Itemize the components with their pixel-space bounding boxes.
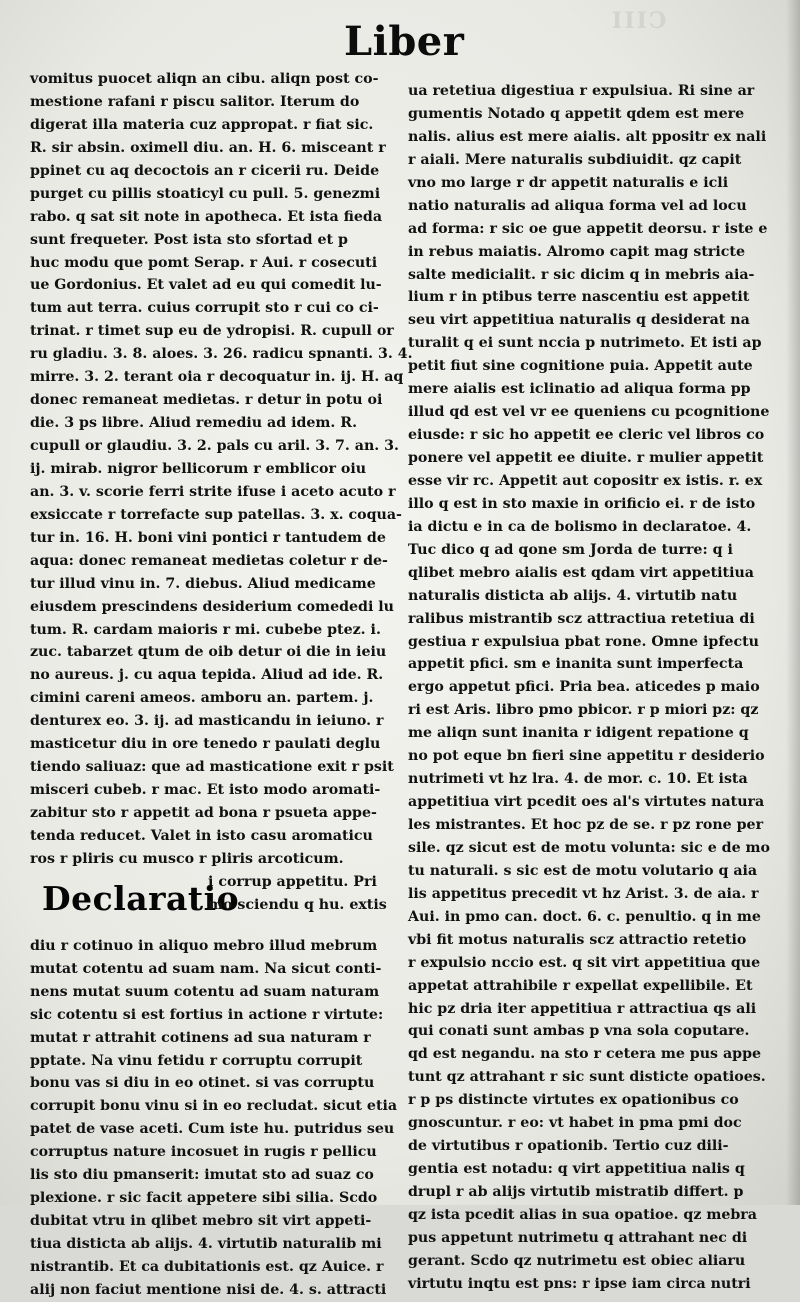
page-edge-shadow — [786, 0, 800, 1205]
text-line: mutat r attrahit cotinens ad sua naturam r — [30, 1029, 371, 1046]
text-line: no pot eque bn fieri sine appetitu r desiderio — [408, 748, 765, 765]
text-line: no aureus. j. cu aqua tepida. Aliud ad ide. R. — [30, 667, 384, 684]
text-line: turalit q ei sunt nccia p nutrimeto. Et isti ap — [408, 335, 762, 352]
text-line: qd est negandu. na sto r cetera me pus appe — [408, 1046, 762, 1063]
text-line: purget cu pillis stoaticyl cu pull. 5. genezmi — [30, 185, 381, 202]
text-line: tenda reducet. Valet in isto casu aromaticu — [30, 827, 373, 844]
section-heading: Declaratio — [42, 878, 240, 918]
left-column-bottom — [30, 935, 402, 1302]
text-line: dubitat vtru in qlibet mebro sit virt appeti- — [30, 1213, 372, 1230]
text-line: esse vir rc. Appetit aut copositr ex istis. r. ex — [408, 472, 763, 489]
text-line: sunt frequeter. Post ista sto sfortad et p — [30, 231, 348, 248]
text-line: vbi fit motus naturalis scz attractio retetio — [408, 931, 747, 948]
text-line: Tuc dico q ad qone sm Jorda de turre: q i — [408, 541, 733, 558]
text-line: tunt qz attrahant r sic sunt disticte opatioes. — [408, 1069, 766, 1086]
text-line: salte medicialit. r sic dicim q in mebris aia- — [408, 266, 755, 283]
text-line: tur in. 16. H. boni vini pontici r tantudem de — [30, 529, 386, 546]
text-line: natio naturalis ad aliqua forma vel ad locu — [408, 197, 747, 214]
text-line: ad forma: r sic oe gue appetit deorsu. r iste e — [408, 220, 768, 237]
text-line: donec remaneat medietas. r detur in potu oi — [30, 392, 383, 409]
text-line: ros r pliris cu musco r pliris arcoticum. — [30, 850, 344, 867]
text-line: appetit pfici. sm e inanita sunt imperfecta — [408, 656, 744, 673]
text-line: cupull or glaudiu. 3. 2. pals cu aril. 3. 7. an. 3. — [30, 438, 399, 454]
text-line: sic cotentu si est fortius in actione r virtute: — [30, 1006, 384, 1023]
text-line: ia dictu e in ca de bolismo in declaratoe. 4. — [408, 518, 752, 535]
text-line: gestiua r expulsiua pbat rone. Omne ipfectu — [408, 633, 759, 650]
text-line: eiusdem prescindens desiderium comededi lu — [30, 598, 394, 615]
text-line: an. 3. v. scorie ferri strite ifuse i aceto acuto r — [30, 483, 396, 500]
text-line: corruptus nature incosuet in rugis r pellicu — [30, 1144, 377, 1161]
text-line: qz ista pcedit alias in sua opatioe. qz mebra — [408, 1206, 757, 1223]
text-line: ua retetiua digestiua r expulsiua. Ri sine ar — [408, 83, 755, 99]
heading-side-line: i corrup appetitu. Pri — [208, 873, 377, 890]
text-line: Aui. in pmo can. doct. 6. c. penultio. q in me — [408, 908, 761, 925]
text-line: appetitiua virt pcedit oes al's virtutes natura — [408, 794, 765, 811]
text-line: seu virt appetitiua naturalis q desiderat na — [408, 312, 750, 329]
text-line: lium r in ptibus terre nascentiu est appetit — [408, 289, 750, 306]
text-line: trinat. r timet sup eu de ydropisi. R. cupull or — [30, 323, 394, 340]
text-line: illud qd est vel vr ee queniens cu pcognitione — [408, 404, 770, 421]
text-line: pus appetunt nutrimetu q attrahant nec di — [408, 1229, 748, 1246]
text-line: sile. qz sicut est de motu volunta: sic e de mo — [408, 839, 771, 856]
text-line: tum. R. cardam maioris r mi. cubebe ptez. i. — [30, 621, 381, 638]
text-line: gumentis Notado q appetit qdem est mere — [408, 105, 745, 122]
text-line: gerant. Scdo qz nutrimetu est obiec aliaru — [408, 1252, 746, 1269]
text-line: bonu vas si diu in eo otinet. si vas corruptu — [30, 1075, 375, 1092]
text-line: qlibet mebro aialis est qdam virt appetitiua — [408, 564, 755, 581]
bleed-through-folio: CIII — [610, 8, 667, 34]
text-line: mestione rafani r piscu salitor. Iterum do — [30, 93, 360, 110]
text-line: alij non faciut mentione nisi de. 4. s. attracti — [30, 1281, 387, 1298]
text-line: huc modu que pomt Serap. r Aui. r cosecuti — [30, 254, 378, 271]
text-line: mirre. 3. 2. terant oia r decoquatur in. ij. H. aq — [30, 369, 404, 386]
text-line: diu r cotinuo in aliquo mebro illud mebrum — [30, 937, 378, 954]
text-line: me aliqn sunt inanita r idigent repatione q — [408, 725, 749, 742]
text-line: plexione. r sic facit appetere sibi silia. Scdo — [30, 1190, 378, 1207]
text-line: appetat attrahibile r expellat expellibile. Et — [408, 977, 753, 994]
text-line: eiusde: r sic ho appetit ee cleric vel libros co — [408, 427, 765, 444]
text-line: r p ps distincte virtutes ex opationibus co — [408, 1092, 739, 1109]
right-column — [408, 80, 796, 1296]
text-line: ru gladiu. 3. 8. aloes. 3. 26. radicu spnanti. 3. 4. — [30, 346, 413, 363]
text-line: digerat illa materia cuz appropat. r fiat sic. — [30, 116, 374, 133]
text-line: aqua: donec remaneat medietas coletur r de- — [30, 552, 388, 569]
text-line: hic pz dria iter appetitiua r attractiua qs ali — [408, 1000, 757, 1017]
left-column-top — [30, 68, 413, 871]
text-line: r aiali. Mere naturalis subdiuidit. qz capit — [408, 151, 742, 168]
text-line: ergo appetut pfici. Pria bea. aticedes p maio — [408, 679, 760, 696]
text-line: r expulsio nccio est. q sit virt appetitiua que — [408, 954, 761, 971]
text-line: misceri cubeb. r mac. Et isto modo aromati- — [30, 782, 381, 799]
text-line: illo q est in sto maxie in orificio ei. r de isto — [408, 495, 756, 512]
text-line: patet de vase aceti. Cum iste hu. putridus seu — [30, 1121, 395, 1138]
text-line: tiua disticta ab alijs. 4. virtutib naturalib mi — [30, 1236, 382, 1252]
text-line: gentia est notadu: q virt appetitiua nalis q — [408, 1161, 745, 1178]
text-line: mutat cotentu ad suam nam. Na sicut conti- — [30, 960, 382, 977]
text-line: vomitus puocet aliqn an cibu. aliqn post co- — [30, 71, 379, 87]
text-line: pptate. Na vinu fetidu r corruptu corrupit — [30, 1052, 363, 1069]
text-line: R. sir absin. oximell diu. an. H. 6. misceant r — [30, 139, 386, 156]
text-line: ppinet cu aq decoctois an r cicerii ru. Deide — [30, 162, 380, 179]
text-line: ij. mirab. nigror bellicorum r emblicor oiu — [30, 460, 367, 477]
text-line: exsiccate r torrefacte sup patellas. 3. x. coqua- — [30, 506, 402, 523]
right-column-lines — [408, 80, 796, 1296]
text-line: ponere vel appetit ee diuite. r mulier appetit — [408, 450, 764, 466]
text-line: rabo. q sat sit note in apotheca. Et ista fieda — [30, 208, 383, 225]
heading-side-text — [208, 871, 387, 917]
text-line: qui conati sunt ambas p vna sola coputare. — [408, 1023, 750, 1040]
left-column — [30, 68, 413, 1302]
text-line: naturalis disticta ab alijs. 4. virtutib natu — [408, 587, 738, 604]
text-line: vno mo large r dr appetit naturalis e icli — [408, 174, 729, 191]
text-line: les mistrantes. Et hoc pz de se. r pz rone per — [408, 817, 764, 833]
text-line: drupl r ab alijs virtutib mistratib differt. p — [408, 1184, 744, 1200]
text-line: tur illud vinu in. 7. diebus. Aliud medicame — [30, 575, 376, 592]
text-line: petit fiut sine cognitione puia. Appetit aute — [408, 358, 753, 375]
text-line: nens mutat suum cotentu ad suam naturam — [30, 983, 380, 1000]
text-line: corrupit bonu vinu si in eo recludat. sicut etia — [30, 1098, 398, 1115]
running-head: Liber — [344, 18, 465, 65]
text-line: die. 3 ps libre. Aliud remediu ad idem. R. — [30, 415, 358, 432]
text-line: mere aialis est iclinatio ad aliqua forma pp — [408, 381, 751, 398]
text-line: zuc. tabarzet qtum de oib detur oi die in ieiu — [30, 644, 387, 661]
text-line: tum aut terra. cuius corrupit sto r cui co ci- — [30, 300, 379, 317]
text-line: gnoscuntur. r eo: vt habet in pma pmi doc — [408, 1115, 742, 1132]
text-line: de virtutibus r opationib. Tertio cuz dili- — [408, 1138, 729, 1155]
text-line: tiendo saliuaz: que ad masticatione exit r psit — [30, 759, 394, 776]
text-line: lis sto diu pmanserit: imutat sto ad suaz co — [30, 1167, 374, 1184]
text-line: tu naturali. s sic est de motu volutario q aia — [408, 862, 758, 879]
text-line: denturex eo. 3. ij. ad masticandu in ieiuno. r — [30, 713, 384, 730]
text-line: in rebus maiatis. Alromo capit mag stricte — [408, 243, 745, 260]
text-line: masticetur diu in ore tenedo r paulati deglu — [30, 736, 381, 753]
text-line: nistrantib. Et ca dubitationis est. qz Auice. r — [30, 1258, 384, 1275]
text-line: virtutu inqtu est pns: r ipse iam circa nutri — [408, 1275, 751, 1292]
heading-side-line: mo sciendu q hu. extis — [208, 896, 387, 913]
text-line: lis appetitus precedit vt hz Arist. 3. de aia. r — [408, 885, 759, 902]
text-line: ri est Aris. libro pmo pbicor. r p miori pz: qz — [408, 702, 759, 719]
text-line: cimini careni ameos. amboru an. partem. j. — [30, 690, 374, 707]
text-line: nalis. alius est mere aialis. alt ppositr ex nali — [408, 128, 767, 145]
section-heading-line — [30, 871, 402, 935]
text-line: zabitur sto r appetit ad bona r psueta appe- — [30, 805, 377, 821]
text-line: ue Gordonius. Et valet ad eu qui comedit lu- — [30, 277, 382, 294]
text-line: ralibus mistrantib scz attractiua retetiua di — [408, 610, 755, 627]
text-line: nutrimeti vt hz lra. 4. de mor. c. 10. Et ista — [408, 771, 748, 788]
